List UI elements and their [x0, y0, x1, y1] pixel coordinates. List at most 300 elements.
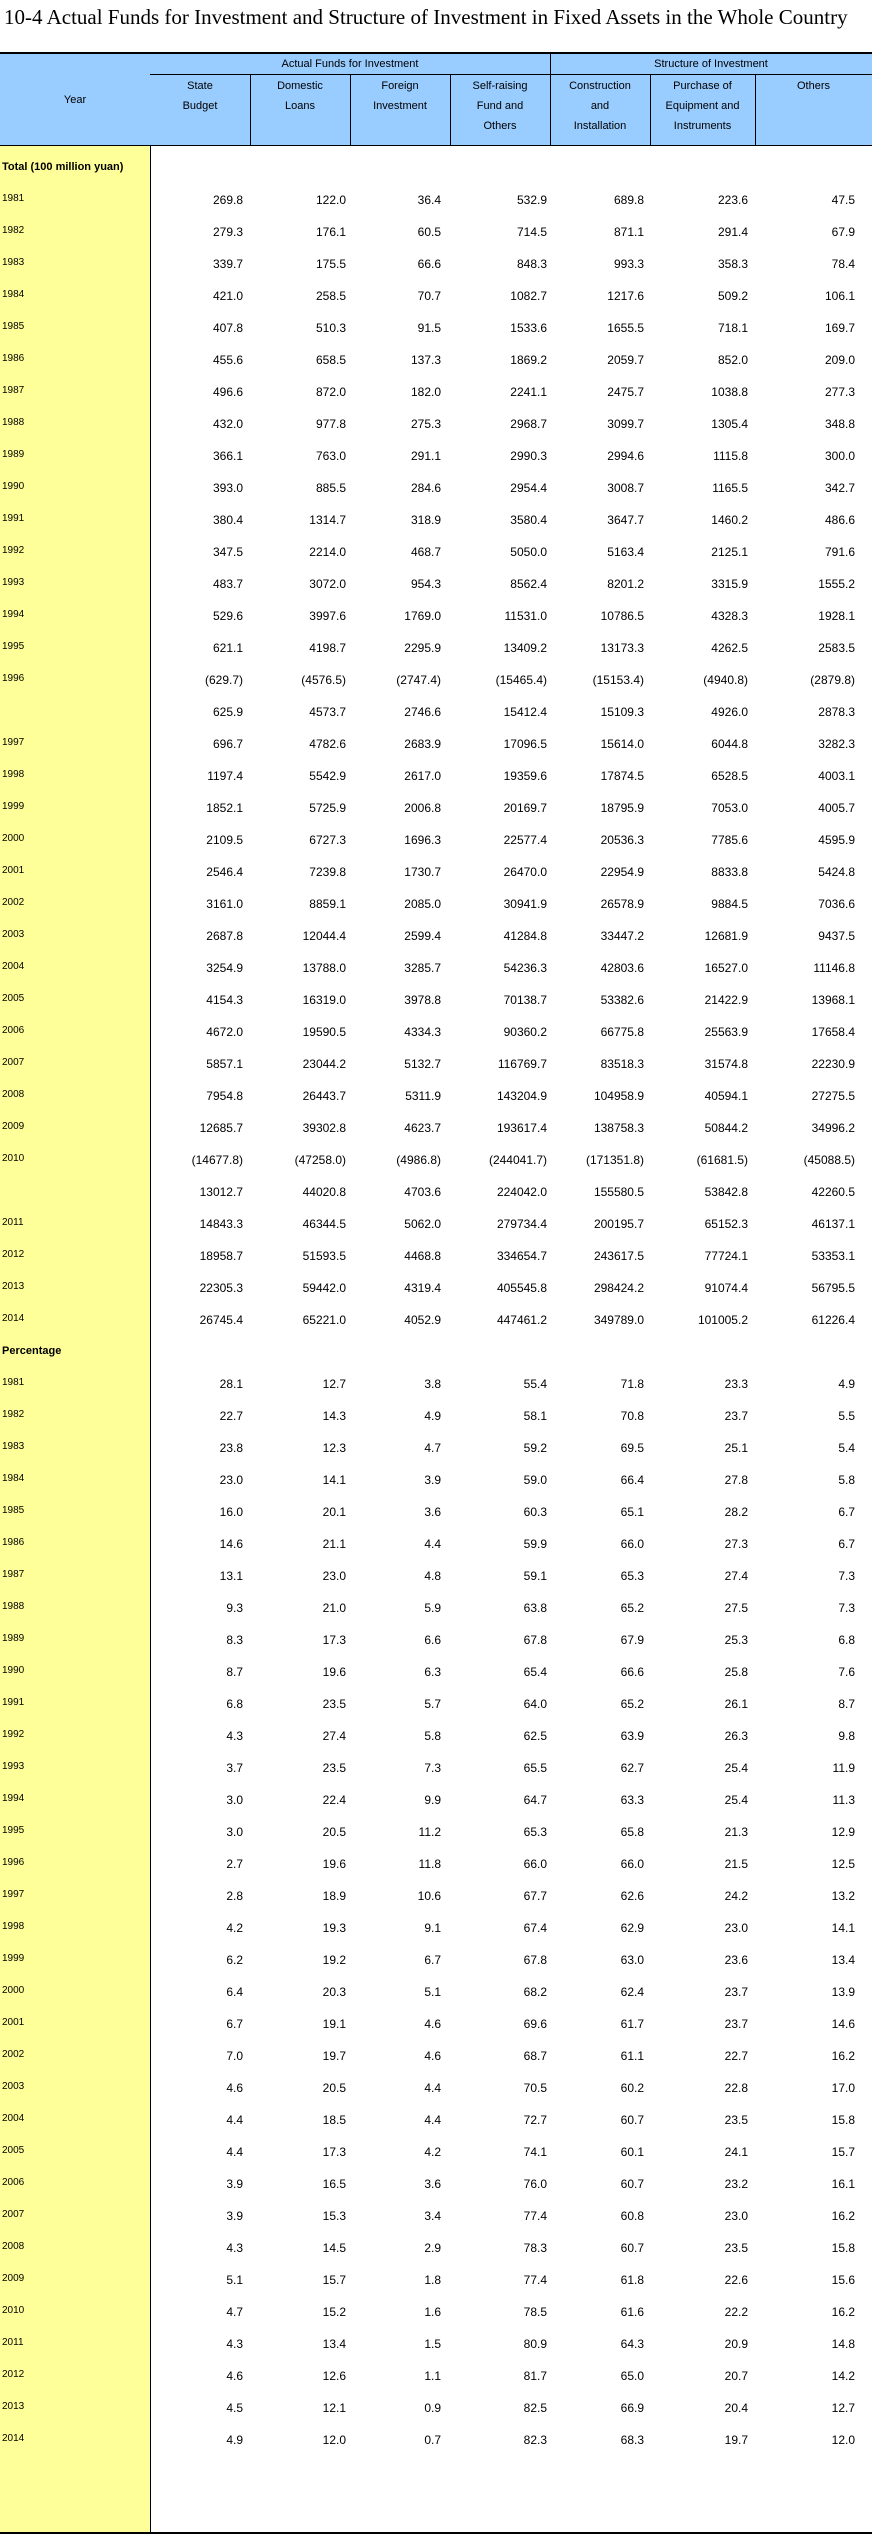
table-cell: 954.3 [410, 577, 441, 591]
table-cell: 871.1 [613, 225, 644, 239]
table-cell: 60.7 [620, 2113, 644, 2127]
table-cell: 1197.4 [207, 769, 243, 783]
row-year: 2002 [2, 897, 25, 908]
table-row [0, 1592, 872, 1624]
table-cell: 275.3 [410, 417, 441, 431]
table-cell: 12685.7 [199, 1121, 243, 1135]
row-year: 1993 [2, 1761, 25, 1772]
table-cell: 13012.7 [199, 1185, 243, 1199]
table-cell: 58.1 [523, 1409, 547, 1423]
table-cell: 447461.2 [496, 1313, 547, 1327]
table-cell: 19359.6 [503, 769, 547, 783]
row-year: 2009 [2, 1121, 25, 1132]
table-cell: 27.3 [724, 1537, 748, 1551]
row-year: 1986 [2, 1537, 25, 1548]
table-cell: 7239.8 [309, 865, 346, 879]
table-cell: 5857.1 [206, 1057, 243, 1071]
table-cell: 66.9 [620, 2401, 644, 2415]
table-cell: 13.9 [831, 1985, 855, 1999]
table-cell: 0.7 [424, 2433, 441, 2447]
row-year: 2000 [2, 1985, 25, 1996]
table-cell: 1314.7 [309, 513, 346, 527]
row-year: 2004 [2, 961, 25, 972]
table-row [0, 1816, 872, 1848]
table-cell: 8.7 [838, 1697, 855, 1711]
table-cell: 13173.3 [600, 641, 644, 655]
table-cell: 22577.4 [503, 833, 547, 847]
table-cell: 258.5 [315, 289, 346, 303]
table-cell: 872.0 [315, 385, 346, 399]
table-cell: 12.7 [831, 2401, 855, 2415]
table-row [0, 1912, 872, 1944]
table-cell: 5424.8 [818, 865, 855, 879]
table-cell: 1.8 [424, 2273, 441, 2287]
table-cell: 2683.9 [404, 737, 441, 751]
table-cell: 7053.0 [711, 801, 748, 815]
header-column-divider [450, 74, 451, 146]
table-cell: 421.0 [212, 289, 243, 303]
table-cell: (171351.8) [585, 1153, 644, 1167]
table-cell: 407.8 [212, 321, 243, 335]
table-cell: 61.1 [620, 2049, 644, 2063]
table-row [0, 1176, 872, 1208]
table-cell: 224042.0 [496, 1185, 547, 1199]
row-year: 2006 [2, 2177, 25, 2188]
table-row [0, 2136, 872, 2168]
table-cell: 4.2 [226, 1921, 243, 1935]
table-cell: 3.0 [226, 1825, 243, 1839]
table-cell: 3.7 [226, 1761, 243, 1775]
table-cell: 791.6 [824, 545, 855, 559]
table-cell: 1460.2 [711, 513, 748, 527]
table-cell: 19.1 [322, 2017, 346, 2031]
row-year: 1996 [2, 1857, 25, 1868]
table-cell: 65.4 [523, 1665, 547, 1679]
table-row [0, 888, 872, 920]
table-cell: 3978.8 [404, 993, 441, 1007]
table-row [0, 1144, 872, 1176]
table-row [0, 472, 872, 504]
table-cell: 4.6 [424, 2049, 441, 2063]
table-cell: 15614.0 [600, 737, 644, 751]
table-row [0, 1848, 872, 1880]
table-cell: 63.9 [620, 1729, 644, 1743]
row-year: 1984 [2, 1473, 25, 1484]
table-cell: 47.5 [831, 193, 855, 207]
table-cell: 25.1 [724, 1441, 748, 1455]
table-cell: 496.6 [212, 385, 243, 399]
table-cell: 6.6 [424, 1633, 441, 1647]
table-cell: 2214.0 [309, 545, 346, 559]
table-cell: 64.0 [523, 1697, 547, 1711]
table-row [0, 1976, 872, 2008]
header-column-line: Others [483, 120, 517, 132]
table-row [0, 664, 872, 696]
table-cell: 11.8 [418, 1857, 441, 1871]
row-year: 1989 [2, 449, 25, 460]
table-cell: 4782.6 [309, 737, 346, 751]
header-column-line: Foreign [381, 80, 419, 92]
table-cell: 67.9 [831, 225, 855, 239]
table-cell: 2878.3 [818, 705, 855, 719]
row-year: 2010 [2, 1153, 25, 1164]
table-cell: 65.1 [620, 1505, 644, 1519]
table-cell: 155580.5 [593, 1185, 644, 1199]
table-cell: 51593.5 [302, 1249, 346, 1263]
table-cell: 59.1 [523, 1569, 547, 1583]
row-year: 2002 [2, 2049, 25, 2060]
table-cell: 455.6 [212, 353, 243, 367]
table-cell: (244041.7) [488, 1153, 547, 1167]
table-cell: 19.6 [322, 1857, 346, 1871]
table-cell: 2617.0 [404, 769, 441, 783]
table-cell: 17096.5 [503, 737, 547, 751]
table-cell: 66.0 [620, 1857, 644, 1871]
table-row [0, 1624, 872, 1656]
table-cell: 59442.0 [302, 1281, 346, 1295]
table-cell: 25.3 [724, 1633, 748, 1647]
table-cell: 4.7 [226, 2305, 243, 2319]
table-cell: 468.7 [410, 545, 441, 559]
table-cell: 885.5 [315, 481, 346, 495]
table-cell: 23.5 [322, 1761, 346, 1775]
row-year: 2013 [2, 2401, 25, 2412]
table-row [0, 216, 872, 248]
table-cell: 193617.4 [496, 1121, 547, 1135]
table-cell: 3.8 [424, 1377, 441, 1391]
table-cell: 2.7 [226, 1857, 243, 1871]
table-cell: 116769.7 [497, 1057, 547, 1071]
table-row [0, 728, 872, 760]
table-cell: 34996.2 [811, 1121, 855, 1135]
header-column-line: Instruments [673, 120, 732, 132]
table-cell: 65.2 [620, 1601, 644, 1615]
table-cell: 14.1 [831, 1921, 855, 1935]
table-cell: 5542.9 [309, 769, 346, 783]
table-row [0, 2232, 872, 2264]
table-cell: 61.6 [620, 2305, 644, 2319]
table-row [0, 1432, 872, 1464]
table-cell: 39302.8 [302, 1121, 346, 1135]
table-cell: 60.8 [620, 2209, 644, 2223]
table-row [0, 2200, 872, 2232]
table-cell: 2.9 [424, 2241, 441, 2255]
table-cell: 20.3 [322, 1985, 346, 1999]
table-cell: 23.5 [724, 2113, 748, 2127]
table-cell: 14.5 [322, 2241, 346, 2255]
table-cell: 59.0 [523, 1473, 547, 1487]
table-cell: 625.9 [212, 705, 243, 719]
table-cell: 16.2 [831, 2209, 855, 2223]
table-cell: (61681.5) [696, 1153, 748, 1167]
table-cell: 6.4 [226, 1985, 243, 1999]
row-year: 1997 [2, 737, 25, 748]
table-cell: (2879.8) [810, 673, 855, 687]
table-cell: 22.7 [219, 1409, 243, 1423]
table-cell: 4703.6 [404, 1185, 441, 1199]
table-cell: 4334.3 [404, 1025, 441, 1039]
table-cell: 13.4 [831, 1953, 855, 1967]
table-cell: 13409.2 [503, 641, 547, 655]
table-cell: 6.3 [424, 1665, 441, 1679]
table-cell: 14.6 [831, 2017, 855, 2031]
table-row [0, 984, 872, 1016]
header-column-divider [350, 74, 351, 146]
table-cell: 2599.4 [404, 929, 441, 943]
table-cell: 14.1 [322, 1473, 346, 1487]
table-cell: 68.7 [523, 2049, 547, 2063]
table-cell: 405545.8 [496, 1281, 547, 1295]
table-cell: 81.7 [523, 2369, 547, 2383]
table-cell: 3997.6 [309, 609, 346, 623]
header-group-structure: Structure of Investment [654, 58, 768, 70]
table-cell: 67.4 [523, 1921, 547, 1935]
table-cell: 22230.9 [811, 1057, 855, 1071]
table-row [0, 760, 872, 792]
table-row [0, 184, 872, 216]
table-cell: 15.6 [831, 2273, 855, 2287]
header-column-line: Fund and [476, 100, 524, 112]
table-row [0, 1272, 872, 1304]
table-cell: 22.6 [724, 2273, 748, 2287]
table-cell: 269.8 [212, 193, 243, 207]
table-cell: 20536.3 [600, 833, 644, 847]
table-cell: 334654.7 [496, 1249, 547, 1263]
table-cell: 137.3 [410, 353, 441, 367]
table-cell: 26.3 [724, 1729, 748, 1743]
table-cell: 7036.6 [818, 897, 855, 911]
row-year: 1997 [2, 1889, 25, 1900]
table-row [0, 792, 872, 824]
table-cell: 4.6 [424, 2017, 441, 2031]
table-cell: 70.5 [523, 2081, 547, 2095]
table-row [0, 2008, 872, 2040]
table-cell: 5311.9 [405, 1089, 441, 1103]
table-cell: 68.2 [523, 1985, 547, 1999]
table-row [0, 1720, 872, 1752]
table-cell: 78.5 [523, 2305, 547, 2319]
table-cell: 13.1 [219, 1569, 243, 1583]
row-year: 1984 [2, 289, 25, 300]
table-cell: 13968.1 [811, 993, 855, 1007]
table-cell: 17874.5 [600, 769, 644, 783]
row-year: 2012 [2, 2369, 25, 2380]
table-row [0, 1880, 872, 1912]
table-cell: 21.1 [322, 1537, 346, 1551]
table-cell: 61226.4 [811, 1313, 855, 1327]
table-cell: 4.3 [226, 2337, 243, 2351]
table-cell: 8833.8 [711, 865, 748, 879]
table-cell: 27.8 [724, 1473, 748, 1487]
table-cell: 6528.5 [711, 769, 748, 783]
table-cell: 71.8 [620, 1377, 644, 1391]
table-cell: 13788.0 [302, 961, 346, 975]
row-year: 1987 [2, 385, 25, 396]
table-cell: 349789.0 [593, 1313, 644, 1327]
table-cell: 4926.0 [711, 705, 748, 719]
table-cell: 4573.7 [309, 705, 346, 719]
table-row [0, 2072, 872, 2104]
table-cell: 3282.3 [818, 737, 855, 751]
table-cell: 83518.3 [600, 1057, 644, 1071]
table-cell: 318.9 [410, 513, 441, 527]
table-cell: 65.3 [523, 1825, 547, 1839]
header-column-7 [755, 76, 872, 144]
row-year: 1981 [2, 193, 25, 204]
table-cell: 277.3 [824, 385, 855, 399]
table-row [0, 1080, 872, 1112]
table-cell: 18958.7 [199, 1249, 243, 1263]
table-cell: 529.6 [212, 609, 243, 623]
table-row [0, 1208, 872, 1240]
table-row [0, 248, 872, 280]
table-cell: 6727.3 [309, 833, 346, 847]
table-row [0, 1240, 872, 1272]
table-cell: 61.8 [620, 2273, 644, 2287]
table-row [0, 2424, 872, 2456]
table-row [0, 824, 872, 856]
table-cell: 15.3 [322, 2209, 346, 2223]
table-cell: 5.7 [424, 1697, 441, 1711]
table-cell: 67.9 [620, 1633, 644, 1647]
table-cell: 5.4 [838, 1441, 855, 1455]
table-cell: 2968.7 [510, 417, 547, 431]
table-cell: (629.7) [204, 673, 243, 687]
table-cell: 26.1 [724, 1697, 748, 1711]
table-cell: 432.0 [212, 417, 243, 431]
table-cell: 74.1 [523, 2145, 547, 2159]
table-cell: 27.4 [322, 1729, 346, 1743]
table-cell: 60.2 [620, 2081, 644, 2095]
table-cell: 25563.9 [704, 1025, 748, 1039]
table-cell: (47258.0) [294, 1153, 346, 1167]
table-cell: 54236.3 [503, 961, 547, 975]
table-cell: 25.4 [724, 1793, 748, 1807]
table-cell: 176.1 [315, 225, 346, 239]
table-cell: 23044.2 [302, 1057, 346, 1071]
table-cell: 1852.1 [206, 801, 243, 815]
header-column-line: Equipment and [665, 100, 740, 112]
row-year: 1991 [2, 513, 25, 524]
table-cell: 19.7 [724, 2433, 748, 2447]
table-cell: 66.6 [620, 1665, 644, 1679]
table-cell: 2990.3 [510, 449, 547, 463]
table-cell: 11.9 [832, 1761, 855, 1775]
table-cell: 24.1 [724, 2145, 748, 2159]
table-cell: 5062.0 [404, 1217, 441, 1231]
table-cell: 20.5 [322, 1825, 346, 1839]
table-cell: 60.1 [620, 2145, 644, 2159]
table-cell: 66775.8 [600, 1025, 644, 1039]
table-cell: 4.3 [226, 1729, 243, 1743]
row-year: 1988 [2, 1601, 25, 1612]
row-year: 2011 [2, 1217, 24, 1228]
table-cell: 1038.8 [711, 385, 748, 399]
row-year: 2003 [2, 2081, 25, 2092]
table-cell: 22.4 [322, 1793, 346, 1807]
row-year: 2000 [2, 833, 25, 844]
row-year: 2008 [2, 1089, 25, 1100]
table-cell: 4.8 [424, 1569, 441, 1583]
table-row [0, 568, 872, 600]
bottom-rule [0, 2532, 872, 2534]
table-cell: 16.2 [831, 2049, 855, 2063]
table-cell: 4.2 [424, 2145, 441, 2159]
row-year: 1982 [2, 225, 25, 236]
table-cell: 106.1 [824, 289, 855, 303]
table-cell: 20.1 [322, 1505, 346, 1519]
table-row [0, 632, 872, 664]
header-column-line: Investment [373, 100, 427, 112]
table-cell: 15.7 [322, 2273, 346, 2287]
table-cell: 9884.5 [711, 897, 748, 911]
table-cell: 67.7 [523, 1889, 547, 1903]
table-cell: 3.9 [226, 2209, 243, 2223]
table-cell: 7.3 [838, 1601, 855, 1615]
header-column-divider [250, 74, 251, 146]
table-cell: 20169.7 [503, 801, 547, 815]
table-cell: 200195.7 [593, 1217, 644, 1231]
table-cell: 658.5 [315, 353, 346, 367]
table-cell: 347.5 [212, 545, 243, 559]
table-cell: 5132.7 [404, 1057, 441, 1071]
table-cell: 339.7 [212, 257, 243, 271]
table-cell: 9.1 [424, 1921, 441, 1935]
table-cell: 23.0 [219, 1473, 243, 1487]
table-cell: 31574.8 [704, 1057, 748, 1071]
table-cell: (2747.4) [396, 673, 441, 687]
row-year: 1994 [2, 609, 25, 620]
table-cell: 91074.4 [704, 1281, 748, 1295]
table-cell: 6.7 [226, 2017, 243, 2031]
header-column-5 [550, 76, 650, 144]
table-cell: 993.3 [613, 257, 644, 271]
table-cell: 90360.2 [503, 1025, 547, 1039]
header-column-4 [450, 76, 550, 144]
table-cell: 9.8 [838, 1729, 855, 1743]
table-header [0, 54, 872, 146]
table-cell: 59.9 [523, 1537, 547, 1551]
table-cell: 12.6 [322, 2369, 346, 2383]
table-cell: 17.0 [831, 2081, 855, 2095]
table-cell: 65.2 [620, 1697, 644, 1711]
table-cell: 23.5 [322, 1697, 346, 1711]
table-row [0, 504, 872, 536]
table-cell: 26470.0 [503, 865, 547, 879]
table-row [0, 1016, 872, 1048]
table-cell: 6.7 [424, 1953, 441, 1967]
table-cell: 0.9 [424, 2401, 441, 2415]
row-year: 1986 [2, 353, 25, 364]
table-cell: 64.7 [523, 1793, 547, 1807]
table-cell: 23.0 [724, 1921, 748, 1935]
table-cell: 1696.3 [404, 833, 441, 847]
row-year: 2003 [2, 929, 25, 940]
table-cell: 1165.5 [712, 481, 748, 495]
table-row [0, 920, 872, 952]
table-cell: 4.7 [424, 1441, 441, 1455]
row-year: 2001 [2, 2017, 25, 2028]
row-year: 1998 [2, 1921, 25, 1932]
table-cell: 11146.8 [813, 961, 855, 975]
table-row [0, 1112, 872, 1144]
table-cell: 69.6 [523, 2017, 547, 2031]
table-cell: 1730.7 [404, 865, 441, 879]
table-cell: 24.2 [724, 1889, 748, 1903]
table-cell: 2125.1 [711, 545, 748, 559]
table-row [0, 2264, 872, 2296]
table-cell: 25.4 [724, 1761, 748, 1775]
